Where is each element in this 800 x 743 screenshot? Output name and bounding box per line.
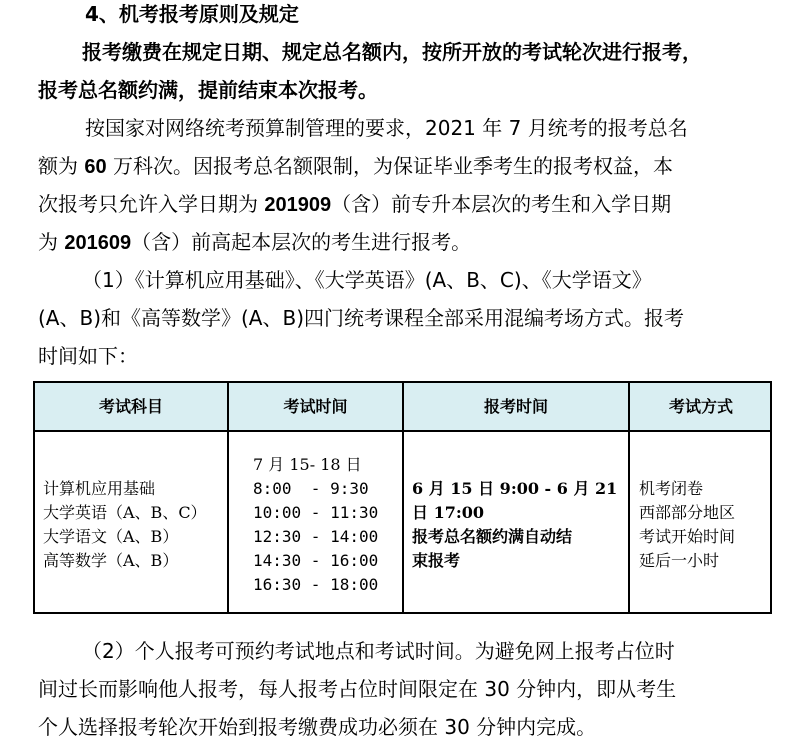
quota-line-3-c: （含）前专升本层次的考生和入学日期 [331,192,672,216]
exam-slot: 14:30 - 16:00 [253,551,379,570]
subject-item: 大学语文（A、B） [43,527,179,546]
header-exam-time: 考试时间 [283,397,348,416]
quota-line-1: 按国家对网络统考预算制管理的要求，2021 年 7 月统考的报考总名 [85,116,688,140]
quota-line-4 [38,230,471,255]
register-line: 报考总名额约满自动结 [412,527,573,546]
quota-total-value: 60 [84,156,107,178]
quota-line-3 [38,192,671,217]
quota-line-4-c: （含）前高起本层次的考生进行报考。 [131,230,472,254]
header-subject: 考试科目 [98,397,163,416]
quota-line-3-a: 次报考只允许入学日期为 [38,192,265,216]
exam-date: 7 月 15- 18 日 [253,455,362,474]
principle-line-2: 报考总名额约满，提前结束本次报考。 [38,78,378,102]
quota-line-2 [38,154,673,179]
mode-line: 西部部分地区 [639,503,736,522]
item1-line-1: （1）《计算机应用基础》、《大学英语》(A、B、C)、《大学语文》 [82,268,652,292]
register-line: 日 17:00 [412,503,485,522]
item2-line-1: （2）个人报考可预约考试地点和考试时间。为避免网上报考占位时 [82,639,675,663]
header-register-time: 报考时间 [483,397,548,416]
schedule-table [33,381,772,614]
item2-line-3: 个人选择报考轮次开始到报考缴费成功必须在 30 分钟内完成。 [38,715,597,739]
subject-item: 大学英语（A、B、C） [43,503,207,522]
register-time-cell [412,477,617,573]
exam-slot: 8:00 - 9:30 [253,479,369,498]
mode-line: 机考闭卷 [639,479,704,498]
register-line: 束报考 [412,551,461,570]
exam-slot: 16:30 - 18:00 [253,575,379,594]
item2-line-2: 间过长而影响他人报考，每人报考占位时间限定在 30 分钟内，即从考生 [38,677,677,701]
subjects-cell [43,477,207,573]
enroll-date-upgrade: 201909 [264,194,332,216]
register-line: 6 月 15 日 9:00 - 6 月 21 [412,479,618,498]
exam-mode-cell [639,477,735,573]
enroll-date-highschool: 201609 [64,232,132,254]
item1-line-3: 时间如下： [38,344,138,368]
item1-line-2: (A、B)和《高等数学》(A、B)四门统考课程全部采用混编考场方式。报考 [38,306,685,330]
quota-line-2-a: 额为 [38,154,85,178]
subject-item: 高等数学（A、B） [43,551,179,570]
header-exam-mode: 考试方式 [668,397,733,416]
subject-item: 计算机应用基础 [43,479,156,498]
principle-line-1: 报考缴费在规定日期、规定总名额内，按所开放的考试轮次进行报考， [82,40,702,64]
section-heading: 4、机考报考原则及规定 [85,2,299,26]
exam-slot: 12:30 - 14:00 [253,527,379,546]
quota-line-2-c: 万科次。因报考总名额限制，为保证毕业季考生的报考权益，本 [106,154,673,178]
quota-line-4-a: 为 [38,230,65,254]
mode-line: 延后一小时 [639,551,720,570]
exam-time-cell [253,453,378,597]
mode-line: 考试开始时间 [639,527,736,546]
exam-slot: 10:00 - 11:30 [253,503,379,522]
